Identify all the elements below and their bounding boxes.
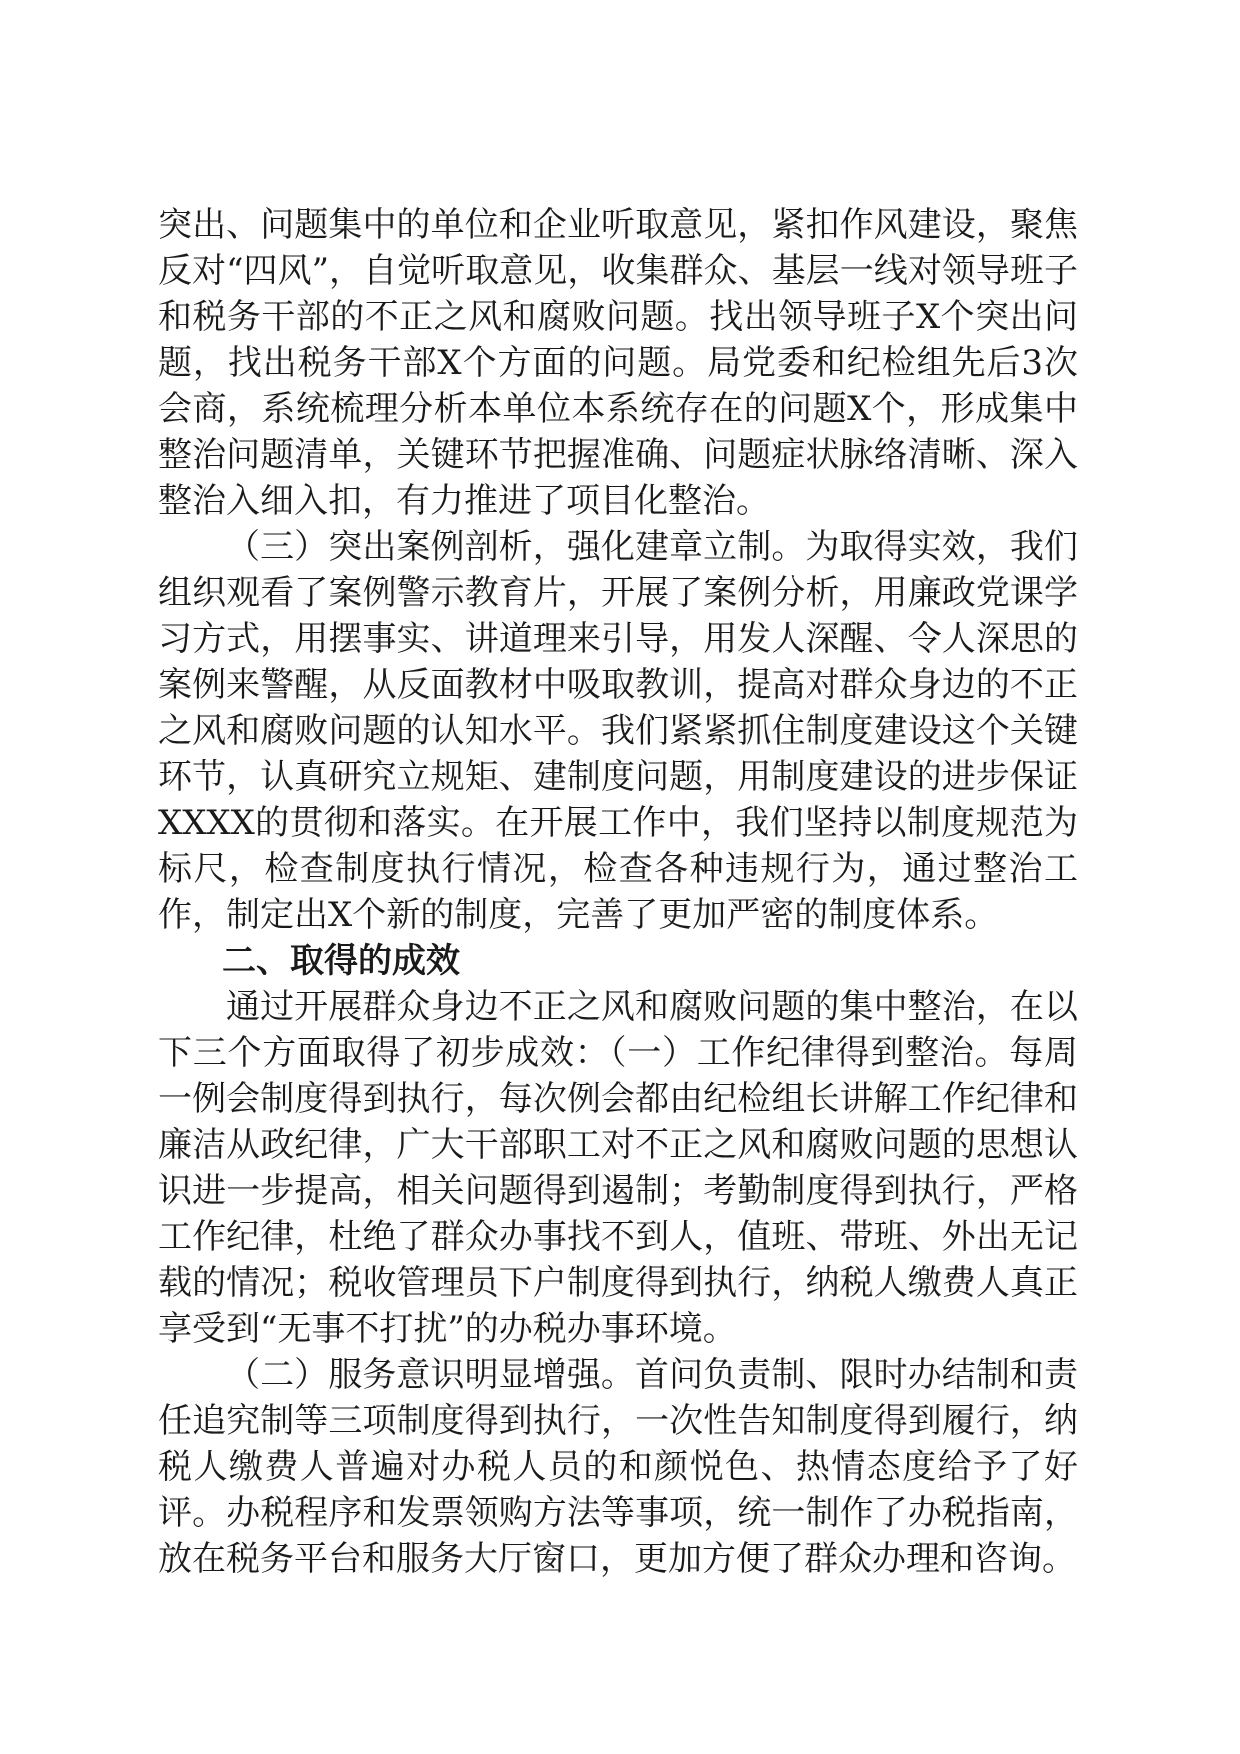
paragraph-case-analysis: （三）突出案例剖析，强化建章立制。为取得实效，我们组织观看了案例警示教育片，开展了案例分析，用廉政党课学习方式，用摆事实、讲道理来引导，用发人深醒、令人深思的案例来警醒，从反面教材中吸取教训，提高对群众身边的不正之风和腐败问题的认知水平。我们紧紧抓住制度建设这个关键环节，认真研究立规矩、建制度问题，用制度建设的进步保证XXXX的贯彻和落实。在开展工作中，我们坚持以制度规范为标尺，检查制度执行情况，检查各种违规行为，通过整治工作，制定出X个新的制度，完善了更加严密的制度体系。 bbox=[158, 527, 1078, 935]
document-body bbox=[158, 202, 1078, 1582]
paragraph-results-intro: 通过开展群众身边不正之风和腐败问题的集中整治，在以下三个方面取得了初步成效：（一）工作纪律得到整治。每周一例会制度得到执行，每次例会都由纪检组长讲解工作纪律和廉洁从政纪律，广大干部职工对不正之风和腐败问题的思想认识进一步提高，相关问题得到遏制；考勤制度得到执行，严格工作纪律，杜绝了群众办事找不到人，值班、带班、外出无记载的情况；税收管理员下户制度得到执行，纳税人缴费人真正享受到“无事不打扰”的办税办事环境。 bbox=[158, 987, 1078, 1349]
section-heading: 二、取得的成效 bbox=[222, 941, 460, 981]
paragraph-service-awareness: （二）服务意识明显增强。首问负责制、限时办结制和责任追究制等三项制度得到执行，一次性告知制度得到履行，纳税人缴费人普遍对办税人员的和颜悦色、热情态度给予了好评。办税程序和发票领购方法等事项，统一制作了办税指南，放在税务平台和服务大厅窗口，更加方便了群众办理和咨询。 bbox=[158, 1355, 1078, 1579]
paragraph-continued: 突出、问题集中的单位和企业听取意见，紧扣作风建设，聚焦反对“四风”，自觉听取意见，收集群众、基层一线对领导班子和税务干部的不正之风和腐败问题。找出领导班子X个突出问题，找出税务干部X个方面的问题。局党委和纪检组先后3次会商，系统梳理分析本单位本系统存在的问题X个，形成集中整治问题清单，关键环节把握准确、问题症状脉络清晰、深入整治入细入扣，有力推进了项目化整治。 bbox=[158, 205, 1078, 521]
